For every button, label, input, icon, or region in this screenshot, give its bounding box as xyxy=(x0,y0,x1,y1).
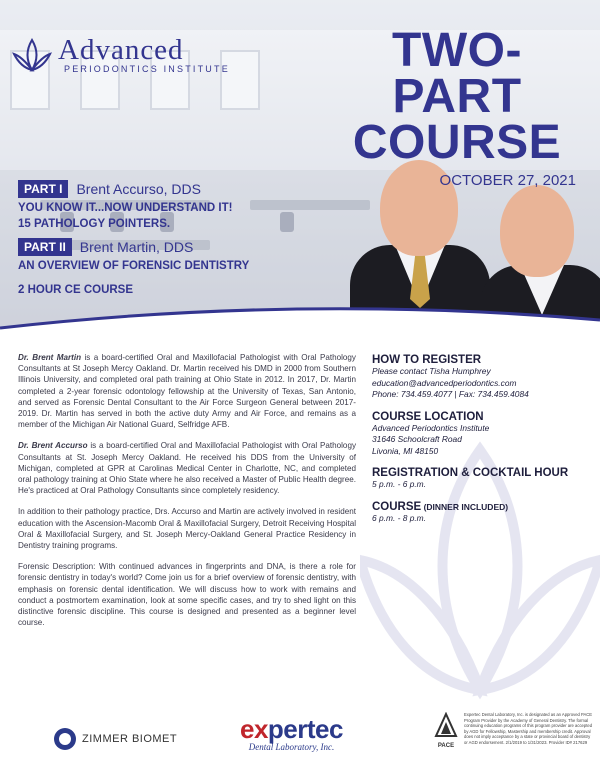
part-one-header xyxy=(18,180,358,198)
zimmer-biomet-logo xyxy=(54,728,177,750)
bio-joint: In addition to their pathology practice, Drs. Accurso and Martin are actively involved in resident education with the Ascension-Macomb Oral & Maxillofacial Surgery, Detroit Receiving Hospital Oral & Maxillofacial Surgery, and St. Joseph Mercy-Oakland General Practice Residency in Dentistry training programs. xyxy=(18,507,356,551)
course-date: OCTOBER 27, 2021 xyxy=(439,172,576,189)
course-title-line1: TWO-PART xyxy=(392,24,522,123)
register-contact: Please contact Tisha Humphrey xyxy=(372,366,491,376)
expertec-rest: pertec xyxy=(267,714,343,744)
part-badge: PART II xyxy=(18,238,72,256)
pace-label: PACE xyxy=(437,743,455,749)
register-heading: HOW TO REGISTER xyxy=(372,354,482,366)
sponsor-footer xyxy=(0,696,600,776)
course-title-line2: COURSE xyxy=(352,116,562,169)
event-info xyxy=(372,354,592,524)
institute-logo xyxy=(12,36,230,74)
part-badge: PART I xyxy=(18,180,68,198)
lotus-icon xyxy=(12,36,52,74)
part-speaker: Brent Martin, DDS xyxy=(79,239,194,255)
ce-hours-label: 2 HOUR CE COURSE xyxy=(18,284,134,296)
part-subtitle: 15 PATHOLOGY POINTERS. xyxy=(18,218,171,230)
part-subtitle: YOU KNOW IT...NOW UNDERSTAND IT! xyxy=(18,202,233,214)
speaker-bios xyxy=(18,352,356,638)
pace-fine-print: Expertec Dental Laboratory, Inc. is designated as an Approved PACE Program Provider by the Academy of General Dentistry. The formal continuing education programs of this program provider are accepted by AGD for Fellowship, Mastership and membership credit. Approval does not imply acceptance by a state or provincial board of dentistry or AGD endorsement. 2/1/2019 to 1/31/2023. Provider ID# 217629 xyxy=(464,712,593,745)
course-heading-text: COURSE xyxy=(372,500,422,513)
bio-text: is a board-certified Oral and Maxillofacial Pathologist with Oral Pathology Consultants at St Joseph Mercy Oakland. Dr. Martin received his DMD in 2000 from Southern Illinois University, and completed oral path training at Ohio State in 2012. In 2017, Dr. Martin completed a 2-year forensic odontology fellowship at the University of Texas, San Antonio, and served as Forensic Dental Consultant to the Air Force Surgeon General between 2017-2019. Dr. Martin has served in both the active duty Army and Air Force, and remains as a member of the Michigan Air National Guard, Selfridge AFB. xyxy=(18,353,356,430)
location-line: 31646 Schoolcraft Road xyxy=(372,434,462,444)
reception-time: 5 p.m. - 6 p.m. xyxy=(372,479,426,489)
expertec-ex: ex xyxy=(240,714,268,744)
location-line: Advanced Periodontics Institute xyxy=(372,422,490,433)
bio-text: is a board-certified Oral and Maxillofacial Pathologist with Oral Pathology Consultants at St. Joseph Mercy Oakland. He received his DDS from the University of Michigan, completed at GPR at Carolinas Medical Center in Charlotte, NC, and completed oral pathology training at Ohio State where he also received a Master of Public Health degree. He's practiced at Oral Pathology Consultants since completely residency. xyxy=(18,441,356,496)
forensic-description: Forensic Description: With continued advances in fingerprints and DNA, is there a role for forensic dentistry in today's world? Come join us for a brief overview of forensic dentistry, with emphasis on forensic dental identification. We will discuss how to work with remains and conduct a postmortem examination, look at some specific cases, and try to shed light on this distinctive forensic discipline. This course is designed and presented as a beginner level course. xyxy=(18,562,356,628)
bio-accurso xyxy=(18,440,356,496)
header-swoosh xyxy=(0,300,600,360)
pace-logo xyxy=(432,712,460,749)
part-speaker: Brent Accurso, DDS xyxy=(76,181,201,197)
course-parts xyxy=(18,180,358,296)
course-title-block xyxy=(332,24,582,189)
location-line: Livonia, MI 48150 xyxy=(372,445,439,456)
register-email-link[interactable]: education@advancedperiodontics.com xyxy=(372,377,517,388)
course-heading xyxy=(372,501,592,513)
expertec-logo xyxy=(240,716,343,752)
course-heading-suffix: (DINNER INCLUDED) xyxy=(421,501,509,512)
part-subtitle: AN OVERVIEW OF FORENSIC DENTISTRY xyxy=(18,260,250,272)
logo-main-text: Advanced xyxy=(58,34,184,66)
logo-sub-text: PERIODONTICS INSTITUTE xyxy=(64,64,230,74)
register-phone: Phone: 734.459.4077 | Fax: 734.459.4084 xyxy=(372,389,529,399)
reception-heading: REGISTRATION & COCKTAIL HOUR xyxy=(372,467,569,479)
bio-martin xyxy=(18,352,356,430)
bio-name: Dr. Brent Martin xyxy=(18,353,82,362)
bio-name: Dr. Brent Accurso xyxy=(18,441,88,451)
zimmer-biomet-text: ZIMMER BIOMET xyxy=(82,733,178,745)
pace-icon xyxy=(434,712,458,738)
location-heading: COURSE LOCATION xyxy=(372,410,484,423)
expertec-wordmark xyxy=(240,716,343,742)
part-two-header xyxy=(18,238,358,256)
expertec-subtitle: Dental Laboratory, Inc. xyxy=(248,742,335,752)
course-time: 6 p.m. - 8 p.m. xyxy=(372,512,426,523)
speaker-head xyxy=(500,185,574,277)
zimmer-biomet-icon xyxy=(54,728,76,750)
